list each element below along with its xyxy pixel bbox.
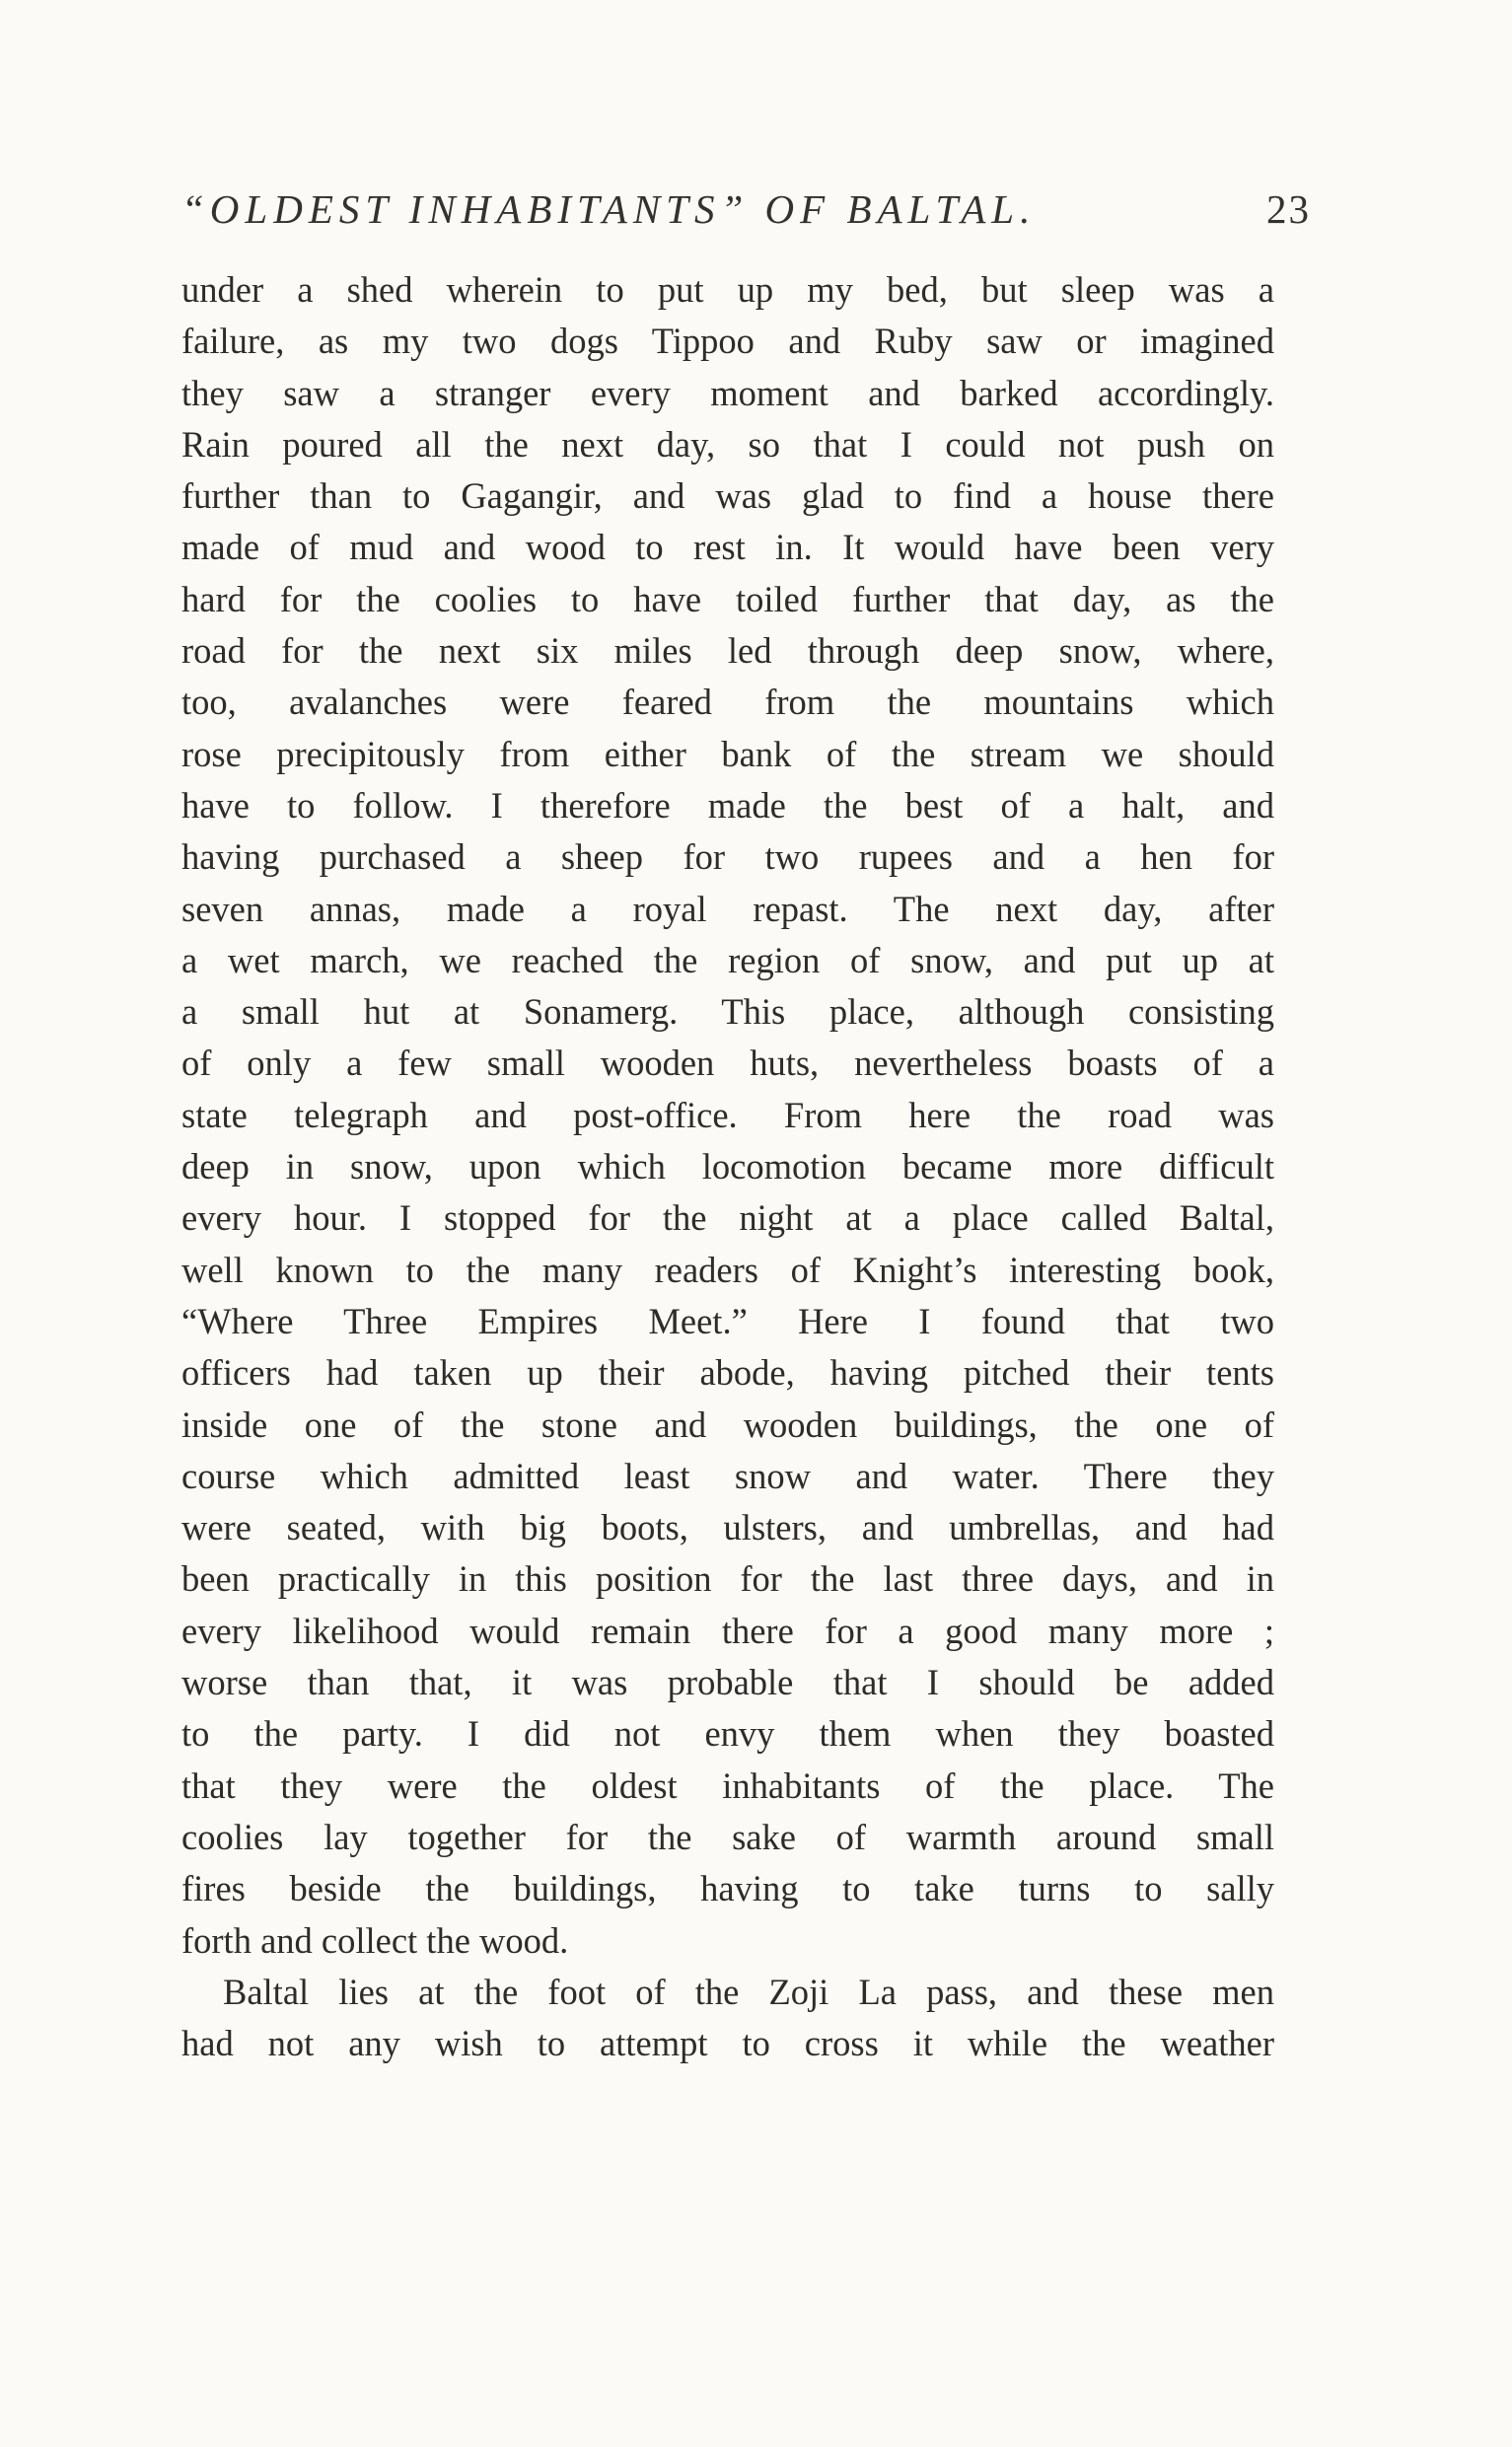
text-line: been practically in this position for the last three days, and in — [181, 1558, 1274, 1600]
text-line: of only a few small wooden huts, nevertheless boasts of a — [181, 1043, 1274, 1084]
running-head — [181, 185, 1311, 245]
text-line: further than to Gagangir, and was glad to find a house there — [181, 475, 1274, 517]
text-line: were seated, with big boots, ulsters, and umbrellas, and had — [181, 1507, 1274, 1548]
text-line: deep in snow, upon which locomotion became more difficult — [181, 1146, 1274, 1188]
text-line: seven annas, made a royal repast. The next day, after — [181, 888, 1274, 929]
text-line: that they were the oldest inhabitants of the place. The — [181, 1764, 1274, 1806]
body-text — [181, 264, 1274, 2069]
text-line: Baltal lies at the foot of the Zoji La pass, and these men — [223, 1971, 1274, 2012]
text-line: every likelihood would remain there for a good many more ; — [181, 1610, 1274, 1651]
running-title: “OLDEST INHABITANTS” OF BALTAL. — [181, 186, 1037, 232]
text-line: to the party. I did not envy them when they boasted — [181, 1713, 1274, 1755]
text-line: inside one of the stone and wooden buildings, the one of — [181, 1403, 1274, 1445]
text-line: made of mud and wood to rest in. It would have been very — [181, 527, 1274, 568]
text-line: have to follow. I therefore made the best of a halt, and — [181, 784, 1274, 826]
text-line: worse than that, it was probable that I should be added — [181, 1662, 1274, 1703]
text-line: fires beside the buildings, having to take turns to sally — [181, 1868, 1274, 1909]
text-line: failure, as my two dogs Tippoo and Ruby saw or imagined — [181, 321, 1274, 362]
text-line: too, avalanches were feared from the mountains which — [181, 682, 1274, 723]
text-line: rose precipitously from either bank of the stream we should — [181, 733, 1274, 774]
text-line: officers had taken up their abode, having pitched their tents — [181, 1352, 1274, 1394]
text-line: Rain poured all the next day, so that I could not push on — [181, 423, 1274, 465]
text-line: a small hut at Sonamerg. This place, although consisting — [181, 991, 1274, 1033]
text-line: well known to the many readers of Knight’s interesting book, — [181, 1249, 1274, 1290]
text-line: coolies lay together for the sake of warmth around small — [181, 1816, 1274, 1857]
text-line: they saw a stranger every moment and barked accordingly. — [181, 372, 1274, 413]
text-line: forth and collect the wood. — [181, 1919, 569, 1961]
page-number: 23 — [1266, 186, 1311, 232]
text-line: state telegraph and post-office. From here the road was — [181, 1094, 1274, 1135]
text-line: had not any wish to attempt to cross it while the weather — [181, 2023, 1274, 2064]
text-line: every hour. I stopped for the night at a place called Baltal, — [181, 1197, 1274, 1239]
text-line: road for the next six miles led through deep snow, where, — [181, 630, 1274, 672]
text-line: course which admitted least snow and water. There they — [181, 1455, 1274, 1496]
text-line: “Where Three Empires Meet.” Here I found that two — [181, 1300, 1274, 1341]
text-line: having purchased a sheep for two rupees and a hen for — [181, 836, 1274, 878]
text-line: under a shed wherein to put up my bed, but sleep was a — [181, 269, 1274, 310]
text-line: hard for the coolies to have toiled further that day, as the — [181, 578, 1274, 619]
text-line: a wet march, we reached the region of snow, and put up at — [181, 939, 1274, 980]
